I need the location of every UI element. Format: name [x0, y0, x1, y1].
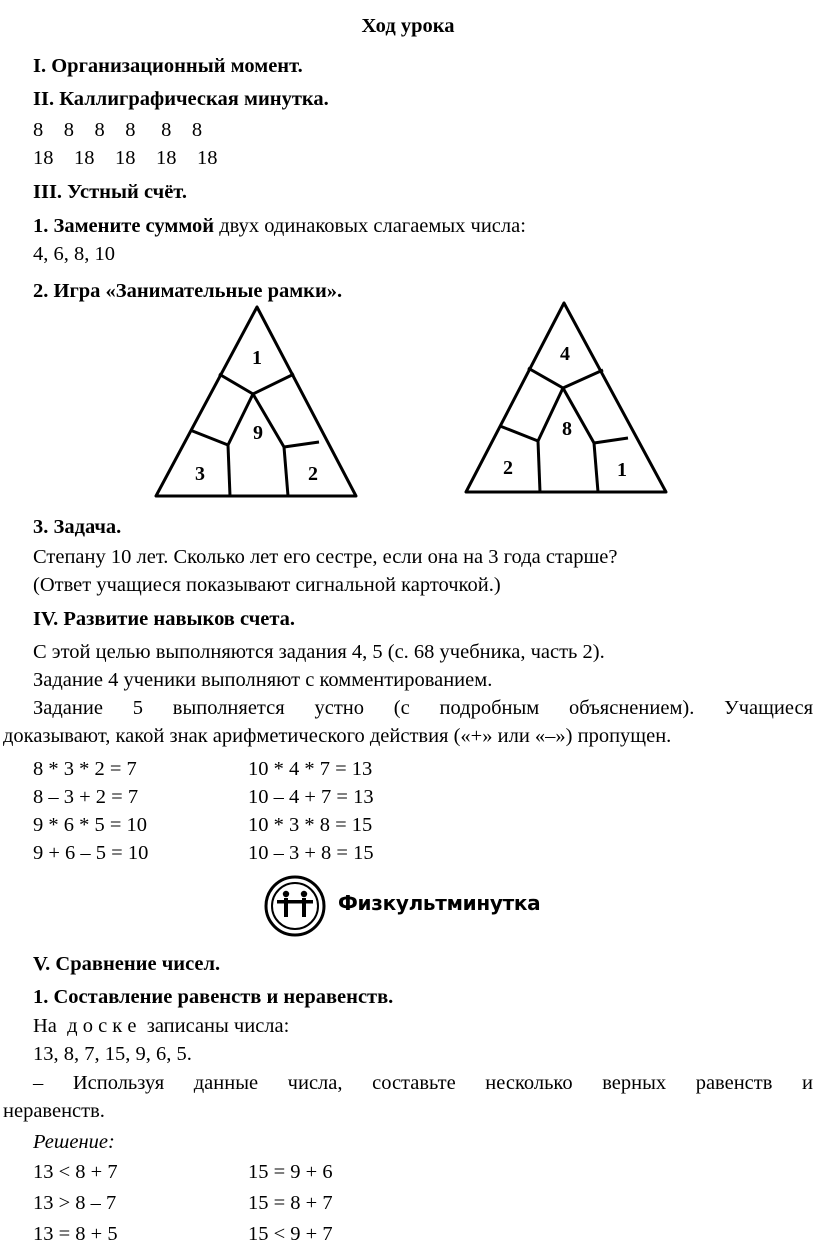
solution-left-3: 13 = 8 + 5	[33, 1223, 118, 1245]
triangle-frame-1	[150, 302, 362, 502]
section-5-task-1: 1. Составление равенств и неравенств.	[33, 986, 394, 1008]
task-1	[33, 214, 526, 239]
section-4-paragraph-2: Задание 4 ученики выполняют с комментированием.	[33, 669, 493, 691]
triangle-2-center: 8	[562, 418, 572, 440]
task-1-rest: двух одинаковых слагаемых числа:	[214, 215, 526, 237]
section-3-heading: III. Устный счёт.	[33, 181, 187, 203]
task-3-line-1: Степану 10 лет. Сколько лет его сестре, если она на 3 года старше?	[33, 546, 618, 568]
exercise-break-icon	[263, 874, 327, 938]
task-3-heading: 3. Задача.	[33, 516, 122, 538]
exercise-break-label: Физкультминутка	[338, 891, 541, 915]
equation-left-2: 8 – 3 + 2 = 7	[33, 786, 139, 808]
equation-left-4: 9 + 6 – 5 = 10	[33, 842, 149, 864]
task-2-heading: 2. Игра «Занимательные рамки».	[33, 280, 343, 302]
calligraphy-row-1: 8 8 8 8 8 8	[33, 119, 203, 141]
triangle-1-top: 1	[252, 347, 262, 369]
section-1-heading: I. Организационный момент.	[33, 55, 303, 77]
equation-right-1: 10 * 4 * 7 = 13	[248, 758, 373, 780]
triangle-2-top: 4	[560, 343, 570, 365]
section-4-paragraph-3-line-2: доказывают, какой знак арифметического действия («+» или «–») пропущен.	[3, 725, 672, 747]
triangle-frame-2	[460, 298, 672, 498]
equation-left-3: 9 * 6 * 5 = 10	[33, 814, 148, 836]
section-5-board: На д о с к е записаны числа:	[33, 1015, 290, 1037]
triangle-1-left: 3	[195, 463, 205, 485]
task-1-numbers: 4, 6, 8, 10	[33, 243, 115, 265]
solution-right-1: 15 = 9 + 6	[248, 1161, 333, 1183]
equation-right-2: 10 – 4 + 7 = 13	[248, 786, 374, 808]
solution-right-2: 15 = 8 + 7	[248, 1192, 333, 1214]
equation-right-3: 10 * 3 * 8 = 15	[248, 814, 373, 836]
section-4-paragraph-1: С этой целью выполняются задания 4, 5 (с. 68 учебника, часть 2).	[33, 641, 605, 663]
equation-right-4: 10 – 3 + 8 = 15	[248, 842, 374, 864]
task-1-bold: 1. Замените суммой	[33, 215, 215, 237]
triangle-2-left: 2	[503, 457, 513, 479]
section-4-heading: IV. Развитие навыков счета.	[33, 608, 296, 630]
triangle-1-right: 2	[308, 463, 318, 485]
solution-right-3: 15 < 9 + 7	[248, 1223, 333, 1245]
section-5-heading: V. Сравнение чисел.	[33, 953, 221, 975]
task-3-line-2: (Ответ учащиеся показывают сигнальной карточкой.)	[33, 574, 501, 596]
section-5-instruction-line-2: неравенств.	[3, 1100, 105, 1122]
section-5-numbers: 13, 8, 7, 15, 9, 6, 5.	[33, 1043, 192, 1065]
triangle-2-right: 1	[617, 459, 627, 481]
solution-label: Решение:	[33, 1131, 115, 1153]
triangle-1-center: 9	[253, 422, 263, 444]
solution-left-2: 13 > 8 – 7	[33, 1192, 117, 1214]
section-5-instruction-line-1: – Используя данные числа, составьте несколько верных равенств и	[33, 1072, 813, 1094]
equation-left-1: 8 * 3 * 2 = 7	[33, 758, 137, 780]
solution-left-1: 13 < 8 + 7	[33, 1161, 118, 1183]
section-2-heading: II. Каллиграфическая минутка.	[33, 88, 329, 110]
page-title: Ход урока	[361, 15, 455, 37]
calligraphy-row-2: 18 18 18 18 18	[33, 147, 218, 169]
section-4-paragraph-3-line-1: Задание 5 выполняется устно (с подробным объяснением). Учащиеся	[33, 697, 813, 719]
